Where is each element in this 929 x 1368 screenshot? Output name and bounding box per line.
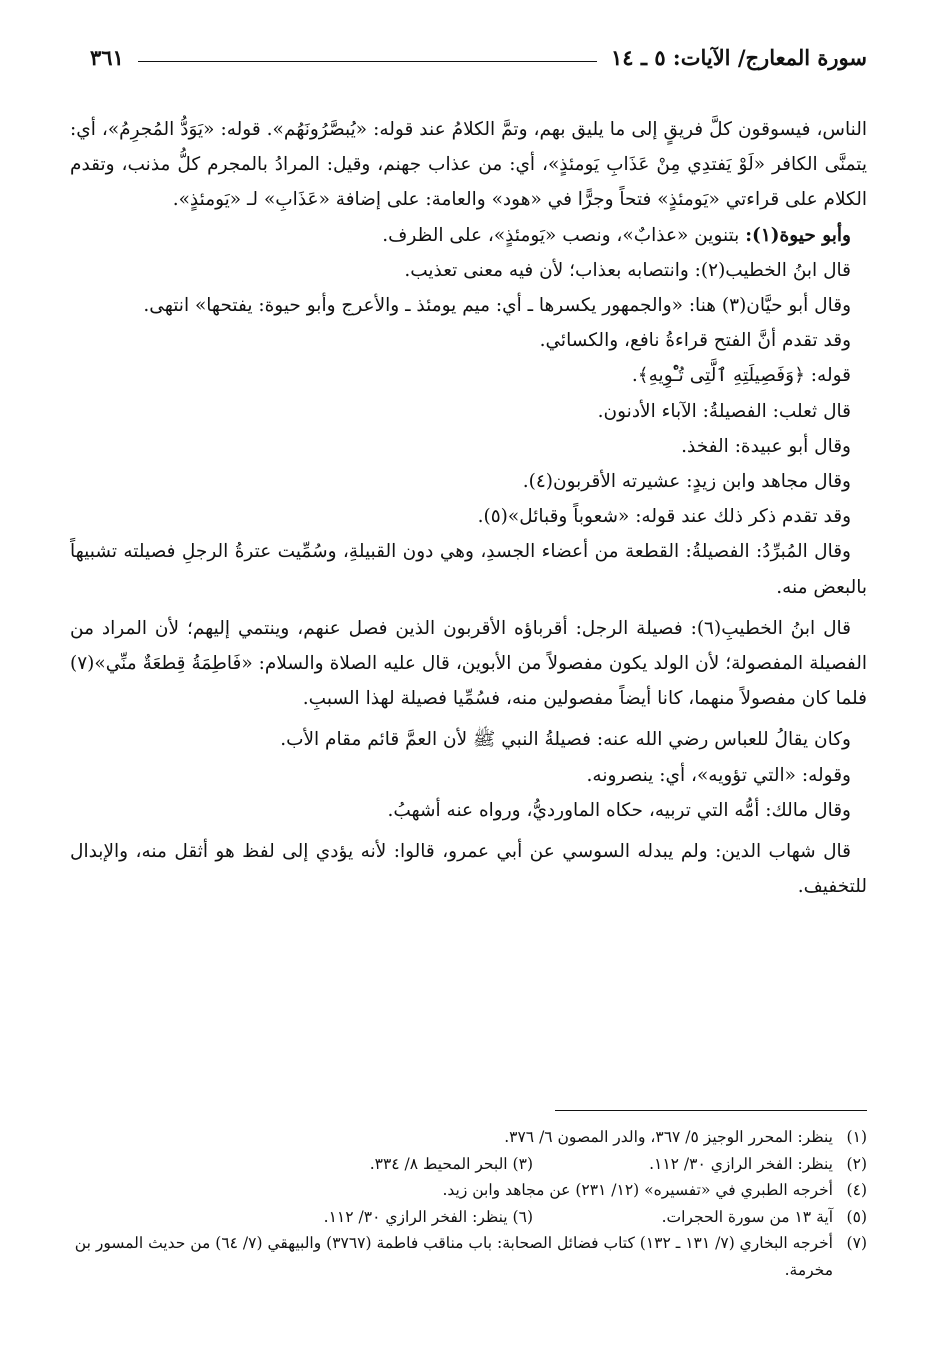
footnote-text: ينظر: الفخر الرازي ٣٠/ ١١٢.: [649, 1154, 833, 1173]
footnote-number: (٥): [846, 1207, 867, 1226]
footnote-text-pair: [70, 1204, 833, 1231]
footnote-text: ينظر: المحرر الوجيز ٥/ ٣٦٧، والدر المصون ٦/ ٣٧٦.: [504, 1128, 833, 1146]
qari-name: وأبو حيوة(١):: [745, 224, 851, 246]
paragraph: وقال المُبرِّدُ: الفصيلةُ: القطعة من أعضاء الجسدِ، وهي دون القبيلةِ، وسُمِّيت عترةُ الرجلِ فصيلته تشبيهاً بالبعض منه.: [70, 541, 867, 598]
paragraph: وقال أبو حيَّان(٣) هنا: «والجمهور يكسرها ـ أي: ميم يومئذ ـ والأعرج وأبو حيوة: يفتحها» انتهى.: [143, 295, 851, 317]
paragraph: قال ابنُ الخطيب(٢): وانتصابه بعذاب؛ لأن فيه معنى تعذيب.: [404, 259, 851, 281]
paragraph: قال شهاب الدين: ولم يبدله السوسي عن أبي عمرو، قالوا: لأنه يؤدي إلى لفظ هو أثقل منه، والإبدال للتخفيف.: [70, 841, 867, 898]
footnote-row: [70, 1230, 867, 1283]
footnote-number: (٤): [846, 1181, 867, 1199]
footnote-text: أخرجه البخاري (٧/ ١٣١ ـ ١٣٢) كتاب فضائل الصحابة: باب مناقب فاطمة (٣٧٦٧) والبيهقي (٧/ ٦٤) من حديث المسور بن مخرمة.: [74, 1234, 833, 1279]
header-rule: [138, 61, 597, 62]
running-header: [90, 34, 867, 70]
footnote-text-pair: [70, 1151, 833, 1178]
paragraph: وقال أبو عبيدة: الفخذ.: [681, 435, 851, 457]
footnote-text: آية ١٣ من سورة الحجرات.: [661, 1207, 833, 1226]
footnote-row: [70, 1124, 867, 1151]
page-number: ٣٦١: [90, 45, 124, 70]
footnote-text: ينظر: الفخر الرازي ٣٠/ ١١٢.: [323, 1207, 508, 1226]
footnote-number: (٦): [512, 1207, 533, 1226]
footnote-text: أخرجه الطبري في «تفسيره» (١٢/ ٢٣١) عن مجاهد وابن زيد.: [442, 1181, 833, 1199]
footnote-row: [70, 1151, 867, 1178]
paragraph: وقال مالك: أمُّه التي تربيه، حكاه الماورديُّ، ورواه عنه أشهبُ.: [387, 799, 851, 821]
paragraph-text: بتنوين «عذابٌ»، ونصب «يَومئذٍ»، على الظرف.: [382, 224, 740, 246]
paragraph: وقال مجاهد وابن زيدٍ: عشيرته الأقربون(٤).: [522, 471, 851, 493]
paragraph: قال ثعلب: الفصيلةُ: الآباء الأدنون.: [597, 400, 851, 422]
footnote-number: (١): [846, 1128, 867, 1146]
footnote-row: [70, 1204, 867, 1231]
footnotes: [70, 1124, 867, 1283]
paragraph: الناس، فيسوقون كلَّ فريقٍ إلى ما يليق بهم، وتمَّ الكلامُ عند قوله: «يُبصَّرُونَهُم». قوله: «يَوَدُّ المُجرِمُ»، أي: يتمنَّى الكافر «لَوْ يَفتدِي مِنْ عَذَابِ يَومئذٍ»، أي: من عذاب جهنم، وقيل: المرادُ بالمجرم كلُّ مذنب، وتقدم الكلام على قراءتي «يَومئذٍ» فتحاً وجرًّا في «هود» والعامة: على إضافة «عَذَابِ» لـ «يَومئذٍ».: [70, 119, 867, 211]
paragraph: قال ابنُ الخطيبِ(٦): فصيلة الرجل: أقرباؤه الأقربون الذين فصل عنهم، وينتمي إليهم؛ لأن المراد من الفصيلة المفصولة؛ لأن الولد يكون مفصولاً من الأبوين، قال عليه الصلاة والسلام: «فَاطِمَةُ قِطعَةٌ منِّي»(٧) فلما كان مفصولاً منهما، كانا أيضاً مفصولين منه، فسُمِّيا فصيلة لهذا السببِ.: [70, 617, 867, 710]
main-text: [70, 112, 867, 904]
paragraph-verse: قوله: ﴿وَفَصِيلَتِهِ ٱلَّتِى تُـْٔوِيهِ﴾.: [631, 365, 851, 387]
footnote-number: (٢): [846, 1154, 867, 1173]
paragraph-qiraa: [70, 218, 867, 253]
footnote-number: (٣): [512, 1154, 533, 1173]
paragraph: وكان يقالُ للعباس رضي الله عنه: فصيلةُ النبي ﷺ لأن العمَّ قائم مقام الأب.: [280, 729, 851, 751]
paragraph: وقد تقدم أنَّ الفتح قراءةُ نافع، والكسائي.: [539, 330, 851, 352]
paragraph: وقد تقدم ذكر ذلك عند قوله: «شعوباً وقبائل»(٥).: [477, 506, 851, 528]
footnote-row: [70, 1177, 867, 1204]
footnote-text: البحر المحيط ٨/ ٣٣٤.: [369, 1154, 508, 1173]
paragraph: وقوله: «التي تؤويه»، أي: ينصرونه.: [586, 764, 851, 786]
header-title: سورة المعارج/ الآيات: ٥ ـ ١٤: [611, 45, 867, 70]
footnote-number: (٧): [846, 1234, 867, 1252]
footnote-separator: [555, 1110, 867, 1111]
